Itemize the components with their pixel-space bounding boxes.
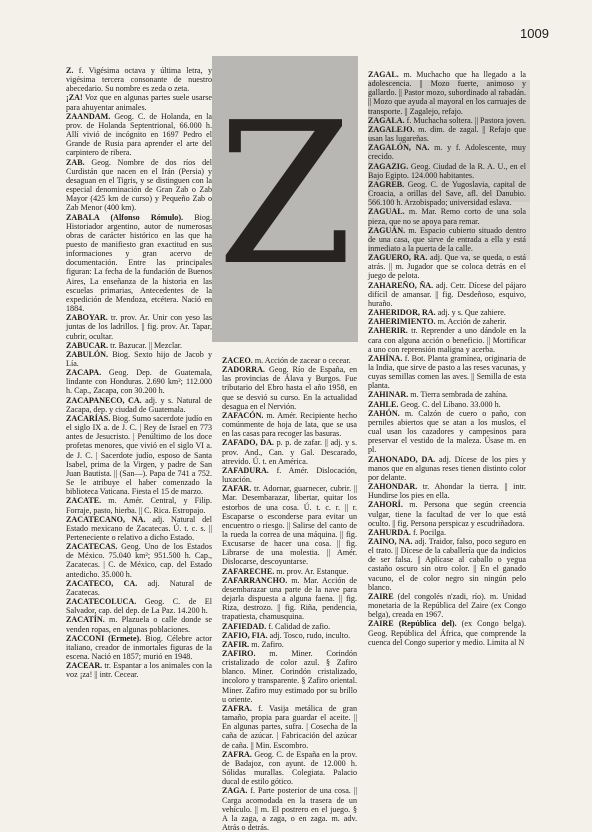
dictionary-entry — [66, 396, 212, 414]
entry-definition: tr. prov. Ar. Unir con yeso las juntas de los ladrillos. || fig. prov. Ar. Tapar, cubrir, ocultar. — [66, 313, 212, 341]
dictionary-entry — [222, 622, 357, 631]
entry-headword: ZACATECANO, NA. — [66, 514, 146, 524]
entry-headword: ZAFIEDAD. — [222, 621, 267, 631]
dictionary-entry — [222, 649, 357, 704]
entry-headword: ZAFIO, FIA. — [222, 630, 268, 640]
dictionary-entry — [66, 634, 212, 661]
dictionary-entry — [368, 116, 526, 125]
entry-definition: adj. y s. Que zahiere. — [435, 308, 506, 318]
entry-headword: ZAB. — [66, 157, 85, 167]
entry-definition: m. Plazuela o calle donde se venden ropas, en algunas poblaciones. — [66, 615, 212, 634]
entry-definition: Geog. Uno de los Estados de México. 75.040 km²; 951.500 h. Cap., Zacatecas. | C. de México, cap. del Estado antedicho. 35.000 h. — [66, 542, 212, 579]
dictionary-entry — [368, 619, 526, 646]
dictionary-entry — [368, 253, 526, 280]
entry-headword: Z. — [66, 66, 74, 75]
entry-headword: ZAHÍNA. — [368, 353, 403, 363]
entry-headword: ZAHERIDOR, RA. — [368, 308, 436, 318]
entry-headword: ZAFIRO. — [222, 649, 256, 658]
entry-definition: m. Acción de zaherir. — [435, 317, 507, 327]
entry-definition: adj. Traidor, falso, poco seguro en el trato. || Dícese de la caballería que da indicios de ser falsa. || Aplícase al caballo o yegua castaño oscuro sin otro color. || En el ganado vacuno, el de color negro sin ningún pelo blanco. — [368, 536, 527, 592]
entry-headword: ZAHÓN. — [368, 408, 400, 418]
entry-definition: adj. Dícese de los pies y manos que en algunas reses tienen distinto color por delante. — [368, 454, 526, 482]
dictionary-entry — [66, 350, 212, 368]
entry-definition: m. Espacio cubierto situado dentro de una casa, que sirve de entrada a ella y está inmediato a la puerta de la calle. — [368, 225, 526, 253]
entry-definition: adj. Cetr. Dícese del pájaro difícil de amansar. || fig. Desdeñoso, esquivo, huraño. — [368, 280, 527, 308]
entry-definition: Geog. Dep. de Guatemala, lindante con Honduras. 2.690 km²; 112.000 h. Cap., Zacapa, con 30.200 h. — [66, 368, 212, 396]
entry-definition: Geog. C. del Líbano. 33.000 h. — [398, 399, 501, 409]
entry-definition: (ex Congo belga). Geog. República del África, que comprende la cuenca del Congo superior y medio. Limita al N — [368, 619, 526, 647]
entry-definition: f. Amér. Dislocación, luxación. — [222, 465, 357, 485]
dictionary-entry — [222, 365, 357, 411]
dictionary-entry — [222, 411, 357, 438]
entry-definition: m. Calzón de cuero o paño, con perniles abiertos que se atan a los muslos, el cual usan los cazadores y campesinos para preservar el vestido de la maleza. Úsase m. en pl. — [368, 408, 526, 455]
dictionary-entry — [368, 400, 526, 409]
entry-headword: ZACAPA. — [66, 368, 102, 378]
entry-headword: ZAHAREÑO, ÑA. — [368, 280, 434, 290]
entry-headword: ZAGALÓN, NA. — [368, 143, 430, 153]
entry-headword: ZAFRA. — [222, 749, 252, 759]
entry-definition: tr. Espantar a los animales con la voz ¡za! || intr. Cecear. — [66, 661, 212, 680]
entry-definition: f. Vasija metálica de gran tamaño, propia para guardar el aceite. || En algunas partes, sufra. | Cosecha de la caña de azúcar. | Fabricación del azúcar de caña. || Min. Escombro. — [222, 703, 357, 750]
entry-headword: ZACEO. — [222, 356, 253, 365]
big-letter-z: Z — [216, 81, 354, 309]
dictionary-entry — [66, 542, 212, 579]
entry-definition: Biog. Célebre actor italiano, creador de inmortales figuras de la escena. Nació en 1857; murió en 1948. — [66, 633, 212, 661]
dictionary-entry — [66, 313, 212, 340]
letter-illustration — [212, 56, 358, 342]
entry-headword: ZAIRE — [368, 591, 394, 601]
entry-definition: p. p. de zafar. || adj. y s. prov. And., Can. y Gal. Descarado, atrevido. Ú. t. en América. — [222, 438, 357, 466]
dictionary-entry — [368, 482, 526, 500]
dictionary-entry — [66, 213, 212, 314]
dictionary-entry — [368, 455, 526, 482]
entry-definition: Biog. Historiador argentino, autor de numerosas obras de carácter histórico en las que ha puesto de manifiesto gran exactitud en sus informaciones y gran acervo de documentación. Entre las principales figuran: La fecha de la fundación de Buenos Aires, La enseñanza de la historia en las escuelas primarias, Antecedentes de la expedición de Mendoza, etcétera. Nació en 1884. — [66, 212, 212, 314]
entry-headword: ZAFARECHE. — [222, 566, 275, 576]
entry-definition: Geog. C. de España en la prov. de Badajoz, con ayunt. de 12.000 h. Sólidas murallas. Colegiata. Palacio ducal de estilo gótico. — [222, 749, 357, 787]
entry-definition: f. Pocilga. — [410, 527, 447, 537]
entry-definition: m. Mar. Acción de desembarazar una parte de la nave para dejarla dispuesta a alguna faena. || fig. Riza, destrozo. || fig. Riña, pendencia, trapatiesta, chamusquina. — [222, 575, 357, 622]
entry-definition: f. Bot. Planta gramínea, originaria de la India, que sirve de pasto a las reses vacunas, y cuyas semillas comen las aves. || Semilla de esta planta. — [368, 353, 526, 391]
entry-headword: ZAGAZIG. — [368, 161, 409, 171]
entry-headword: ZADORRA. — [222, 365, 265, 375]
dictionary-entry — [66, 93, 212, 111]
entry-definition: Geog. C. de Holanda, en la prov. de Holanda Septentrional, 66.000 h. Allí vivió de incógnito en 1697 Pedro el Grande de Rusia para aprender el arte del carpintero de ribera. — [66, 111, 212, 158]
dictionary-entry — [368, 317, 526, 326]
dictionary-entry — [222, 631, 357, 640]
entry-headword: ZAGA. — [222, 786, 248, 796]
dictionary-entry — [66, 496, 212, 514]
entry-headword: ZAGALA. — [368, 115, 405, 125]
entry-definition: adj. Natural de Zacatecas. — [66, 578, 213, 597]
entry-headword: ZAFAR. — [222, 484, 252, 494]
dictionary-entry — [368, 528, 526, 537]
dictionary-entry — [66, 515, 212, 542]
entry-headword: ZAINO, NA. — [368, 536, 413, 546]
entry-definition: f. Muchacha soltera. || Pastora joven. — [404, 115, 526, 125]
entry-definition: tr. Reprender a uno dándole en la cara con alguna acción o beneficio. || Mortificar a uno con reprensión maligna y acerba. — [368, 326, 526, 354]
entry-headword: ¡ZA! — [66, 93, 83, 103]
dictionary-entry — [66, 341, 212, 350]
entry-headword: ZAHORÍ. — [368, 500, 403, 510]
entry-headword: ZAIRE (República del). — [368, 619, 457, 629]
entry-headword: ZABALA (Alfonso Rómulo). — [66, 212, 184, 222]
entry-definition: adj. Que va, se queda, o está atrás. || m. Jugador que se coloca detrás en el juego de pelota. — [368, 253, 526, 281]
dictionary-entry — [368, 281, 526, 308]
entry-headword: ZAGALEJO. — [368, 124, 415, 134]
dictionary-entry — [222, 567, 357, 576]
entry-definition: m. Muchacho que ha llegado a la adolescencia. || Mozo fuerte, animoso y gallardo. || Pastor mozo, subordinado al rabadán. || Mozo que ayuda al mayoral en los carruajes de transporte. || Zagalejo, refajo. — [368, 70, 526, 116]
entry-headword: ZACCONI (Ermete). — [66, 633, 142, 643]
dictionary-entry — [368, 326, 526, 353]
entry-headword: ZACARÍAS. — [66, 413, 111, 423]
entry-definition: adj. Tosco, rudo, inculto. — [267, 630, 351, 640]
entry-definition: tr. Bazucar. || Mezclar. — [108, 340, 183, 350]
entry-definition: Biog. Sumo sacerdote judío en el siglo IX a. de J. C. | Rey de Israel en 773 antes de Jesucristo. | Penúltimo de los doce profetas menores, que vivió en el siglo VI a. de J. C. | Sacerdote judío, esposo de Santa Isabel, prima de la Virgen, y padre de San Juan Bautista. || (San—). Papa de 741 a 752. Se le atribuye el haber comenzado la biblioteca Vaticana. Fiesta el 15 de marzo. — [66, 413, 212, 497]
entry-headword: ZAFACÓN. — [222, 410, 264, 420]
entry-headword: ZACATÍN. — [66, 615, 105, 625]
dictionary-entry — [66, 579, 212, 597]
entry-headword: ZAGUÁN. — [368, 225, 406, 235]
dictionary-entry — [368, 226, 526, 253]
entry-headword: ZAHURDA. — [368, 527, 411, 537]
entry-headword: ZAGUERO, RA. — [368, 253, 428, 263]
entry-headword: ZACATE. — [66, 496, 102, 506]
entry-definition: m. prov. Ar. Estanque. — [274, 566, 349, 576]
entry-definition: m. Amér. Recipiente hecho comúnmente de hoja de lata, que se usa en las casas para recoger las basuras. — [222, 410, 357, 439]
dictionary-entry — [222, 640, 357, 649]
entry-headword: ZAHONDAR. — [368, 482, 418, 492]
entry-definition: m. Tierra sembrada de zahína. — [408, 390, 508, 400]
middle-column — [222, 356, 357, 832]
dictionary-entry — [368, 390, 526, 399]
entry-definition: Biog. Sexto hijo de Jacob y Lía. — [66, 349, 212, 368]
entry-definition: m. dim. de zagal. || Refajo que usan las lugareñas. — [368, 124, 526, 144]
dictionary-entry — [368, 125, 526, 143]
entry-definition: adj. y s. Natural de Zacapa, dep. y ciudad de Guatemala. — [66, 395, 212, 414]
entry-headword: ZACATECO, CA. — [66, 578, 138, 588]
dictionary-entry — [368, 162, 526, 180]
entry-headword: ZABULÓN. — [66, 349, 109, 359]
dictionary-entry — [222, 750, 357, 787]
dictionary-entry — [66, 368, 212, 395]
dictionary-entry — [222, 704, 357, 750]
dictionary-entry — [222, 484, 357, 566]
entry-headword: ZAGAL. — [368, 70, 399, 79]
dictionary-entry — [368, 354, 526, 391]
entry-definition: m. Acción de zacear o cecear. — [252, 356, 351, 365]
entry-headword: ZAANDAM. — [66, 111, 111, 121]
entry-headword: ZAFADURA. — [222, 465, 269, 475]
dictionary-entry — [368, 70, 526, 116]
entry-headword: ZACATECAS. — [66, 542, 118, 552]
page-number: 1009 — [520, 26, 549, 41]
entry-definition: f. Calidad de zafio. — [266, 621, 331, 631]
entry-definition: Geog. C. de El Salvador, cap. del dep. de La Paz. 14.200 h. — [66, 597, 212, 616]
entry-definition: Geog. Nombre de dos ríos del Curdistán que nacen en el Irán (Persia) y desaguan en el Tigris, y se distinguen con la especial denominación de Gran Zab o Zab Mayor (425 km de curso) y Pequeño Zab o Zab Menor (400 km). — [66, 157, 212, 213]
entry-headword: ZAFARRANCHO. — [222, 575, 288, 585]
entry-headword: ZAFADO, DA. — [222, 438, 274, 448]
dictionary-entry — [66, 158, 212, 213]
left-column — [66, 66, 212, 679]
entry-definition: tr. Ahondar la tierra. || intr. Hundirse los pies en ella. — [368, 482, 526, 501]
entry-definition: f. Parte posterior de una cosa. || Carga acomodada en la trasera de un vehículo. || m. El postrero en el juego. § A la zaga, a zaga, o en zaga. m. adv. Atrás o detrás. — [222, 786, 357, 832]
entry-definition: Geog. C. de Yugoslavia, capital de Croacia, a orillas del Save, afl. del Danubio. 566.100 h. Arzobispado; universidad eslava. — [368, 179, 526, 208]
dictionary-entry — [368, 207, 526, 225]
entry-definition: Geog. Ciudad de la R. A. U., en el Bajo Egipto. 124.000 habitantes. — [368, 161, 526, 180]
entry-headword: ZACEAR. — [66, 661, 103, 671]
dictionary-entry — [368, 409, 526, 455]
entry-headword: ZACATECOLUCA. — [66, 597, 137, 607]
entry-headword: ZAHLE. — [368, 399, 399, 409]
entry-definition: m. Amér. Central, y Filip. Forraje, pasto, hierba. || C. Rica. Estropajo. — [66, 496, 212, 515]
entry-definition: m. Zafiro. — [249, 639, 284, 649]
entry-headword: ZAGREB. — [368, 179, 405, 189]
entry-headword: ZAHERIMIENTO. — [368, 317, 436, 327]
dictionary-entry — [368, 592, 526, 619]
dictionary-entry — [66, 112, 212, 158]
dictionary-entry — [66, 66, 212, 93]
entry-headword: ZAFIR. — [222, 639, 250, 649]
entry-headword: ZAGUAL. — [368, 207, 405, 217]
dictionary-entry — [222, 576, 357, 622]
dictionary-entry — [368, 500, 526, 527]
entry-definition: m. Mar. Remo corto de una sola pieza, que no se apoya para remar. — [368, 207, 526, 226]
entry-headword: ZACAPANECO, CA. — [66, 395, 142, 405]
entry-definition: Voz que en algunas partes suele usarse para ahuyentar animales. — [66, 93, 212, 112]
entry-definition: m. y f. Adolescente, muy crecido. — [368, 143, 526, 162]
right-column — [368, 70, 526, 647]
dictionary-entry — [66, 414, 212, 496]
dictionary-entry — [222, 438, 357, 465]
entry-definition: tr. Adornar, guarnecer, cubrir. || Mar. Desembarazar, libertar, quitar los estorbos de una cosa. Ú. t. c. r. || r. Escaparse o esconderse para evitar un encuentro o riesgo. || Salirse del canto de la rueda la correa de una máquina. || fig. Excusarse de hacer una cosa. || fig. Librarse de una molestia. || Amér. Dislocarse, descoyuntarse. — [222, 484, 357, 567]
dictionary-entry — [368, 143, 526, 161]
entry-definition: Geog. Río de España, en las provincias de Álava y Burgos. Fue tributario del Ebro hasta el año 1958, en que se desvió su curso. En la actualidad desagua en el Nervión. — [222, 365, 357, 411]
entry-definition: m. Miner. Corindón cristalizado de color azul. § Zafiro blanco. Miner. Corindón cristalizado, incoloro y transparente. § Zafiro oriental. Miner. Zafiro muy estimado por su brillo u oriente. — [222, 649, 357, 704]
entry-definition: m. Persona que según creencia vulgar, tiene la facultad de ver lo que está oculto. || fig. Persona perspicaz y escudriñadora. — [368, 500, 526, 528]
entry-headword: ZAHONADO, DA. — [368, 454, 436, 464]
dictionary-entry — [66, 615, 212, 633]
entry-headword: ZAFRA. — [222, 703, 252, 713]
entry-definition: adj. Natural del Estado mexicano de Zacatecas. Ú. t. c. s. || Perteneciente o relativo a dicho Estado. — [66, 514, 212, 542]
dictionary-entry — [66, 661, 212, 679]
entry-headword: ZAHINAR. — [368, 390, 409, 400]
dictionary-entry — [368, 537, 526, 592]
dictionary-entry — [222, 356, 357, 365]
dictionary-entry — [222, 786, 357, 832]
entry-definition: f. Vigésima octava y última letra, y vigésima tercera consonante de nuestro abecedario. Su nombre es zeda o zeta. — [66, 66, 212, 94]
dictionary-entry — [222, 466, 357, 484]
dictionary-entry — [66, 597, 212, 615]
entry-headword: ZABUCAR. — [66, 340, 109, 350]
entry-headword: ZABOYAR. — [66, 313, 108, 323]
entry-headword: ZAHERIR. — [368, 326, 408, 336]
entry-definition: (del congolés n'zadi, río). m. Unidad monetaria de la República del Zaire (ex Congo belga), creada en 1967. — [368, 591, 526, 620]
dictionary-entry — [368, 308, 526, 317]
dictionary-entry — [368, 180, 526, 207]
